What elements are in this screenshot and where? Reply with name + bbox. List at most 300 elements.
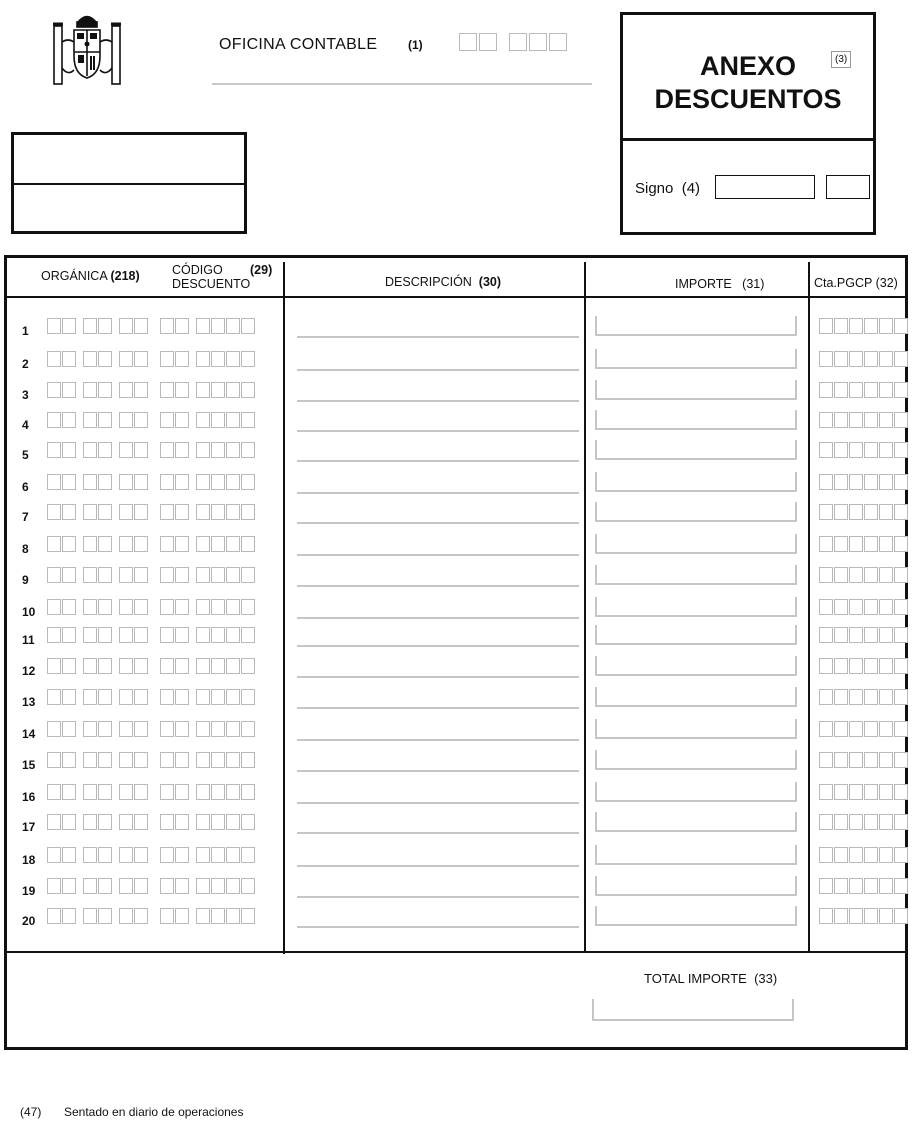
digit-box[interactable] [119, 814, 133, 830]
digit-box[interactable] [226, 658, 240, 674]
digit-box[interactable] [819, 847, 833, 863]
digit-box[interactable] [196, 752, 210, 768]
digit-box[interactable] [83, 474, 97, 490]
digit-box[interactable] [211, 599, 225, 615]
digit-box[interactable] [98, 382, 112, 398]
digit-box[interactable] [834, 351, 848, 367]
digit-box[interactable] [196, 599, 210, 615]
digit-box[interactable] [196, 878, 210, 894]
digit-box[interactable] [160, 627, 174, 643]
digit-box[interactable] [98, 721, 112, 737]
codigo-descuento-field[interactable] [160, 504, 255, 520]
digit-box[interactable] [175, 847, 189, 863]
digit-box[interactable] [849, 504, 863, 520]
organica-field[interactable] [47, 474, 148, 490]
digit-box[interactable] [879, 752, 893, 768]
digit-box[interactable] [879, 689, 893, 705]
digit-box[interactable] [119, 878, 133, 894]
digit-box[interactable] [160, 351, 174, 367]
office-code-box[interactable] [509, 33, 527, 51]
digit-box[interactable] [864, 814, 878, 830]
digit-box[interactable] [134, 847, 148, 863]
digit-box[interactable] [241, 474, 255, 490]
digit-box[interactable] [879, 351, 893, 367]
digit-box[interactable] [849, 474, 863, 490]
digit-box[interactable] [211, 567, 225, 583]
digit-box[interactable] [864, 752, 878, 768]
digit-box[interactable] [879, 878, 893, 894]
digit-box[interactable] [226, 908, 240, 924]
digit-box[interactable] [819, 536, 833, 552]
digit-box[interactable] [83, 847, 97, 863]
digit-box[interactable] [226, 627, 240, 643]
digit-box[interactable] [879, 721, 893, 737]
digit-box[interactable] [47, 599, 61, 615]
digit-box[interactable] [226, 847, 240, 863]
digit-box[interactable] [134, 721, 148, 737]
digit-box[interactable] [83, 536, 97, 552]
digit-box[interactable] [47, 658, 61, 674]
digit-box[interactable] [62, 908, 76, 924]
codigo-descuento-field[interactable] [160, 627, 255, 643]
digit-box[interactable] [62, 536, 76, 552]
cta-pgcp-field[interactable] [819, 599, 908, 615]
digit-box[interactable] [196, 536, 210, 552]
digit-box[interactable] [894, 721, 908, 737]
digit-box[interactable] [864, 658, 878, 674]
digit-box[interactable] [62, 412, 76, 428]
digit-box[interactable] [894, 567, 908, 583]
importe-field[interactable] [595, 687, 797, 707]
digit-box[interactable] [226, 504, 240, 520]
digit-box[interactable] [819, 658, 833, 674]
digit-box[interactable] [196, 721, 210, 737]
digit-box[interactable] [834, 658, 848, 674]
digit-box[interactable] [62, 814, 76, 830]
digit-box[interactable] [834, 752, 848, 768]
digit-box[interactable] [241, 351, 255, 367]
descripcion-field[interactable] [297, 707, 579, 709]
digit-box[interactable] [879, 784, 893, 800]
digit-box[interactable] [894, 382, 908, 398]
digit-box[interactable] [47, 536, 61, 552]
digit-box[interactable] [211, 442, 225, 458]
digit-box[interactable] [160, 442, 174, 458]
digit-box[interactable] [241, 658, 255, 674]
digit-box[interactable] [879, 908, 893, 924]
digit-box[interactable] [98, 474, 112, 490]
digit-box[interactable] [211, 474, 225, 490]
digit-box[interactable] [83, 318, 97, 334]
digit-box[interactable] [879, 814, 893, 830]
organica-field[interactable] [47, 784, 148, 800]
digit-box[interactable] [864, 504, 878, 520]
digit-box[interactable] [864, 442, 878, 458]
descripcion-field[interactable] [297, 739, 579, 741]
digit-box[interactable] [211, 908, 225, 924]
digit-box[interactable] [241, 721, 255, 737]
digit-box[interactable] [226, 318, 240, 334]
digit-box[interactable] [47, 908, 61, 924]
digit-box[interactable] [864, 878, 878, 894]
digit-box[interactable] [98, 658, 112, 674]
digit-box[interactable] [879, 627, 893, 643]
cta-pgcp-field[interactable] [819, 412, 908, 428]
digit-box[interactable] [894, 814, 908, 830]
digit-box[interactable] [134, 658, 148, 674]
digit-box[interactable] [47, 689, 61, 705]
digit-box[interactable] [196, 784, 210, 800]
digit-box[interactable] [849, 599, 863, 615]
organica-field[interactable] [47, 382, 148, 398]
digit-box[interactable] [196, 382, 210, 398]
digit-box[interactable] [211, 382, 225, 398]
cta-pgcp-field[interactable] [819, 784, 908, 800]
digit-box[interactable] [134, 318, 148, 334]
codigo-descuento-field[interactable] [160, 784, 255, 800]
digit-box[interactable] [134, 908, 148, 924]
digit-box[interactable] [119, 412, 133, 428]
office-code-box[interactable] [459, 33, 477, 51]
digit-box[interactable] [160, 658, 174, 674]
cta-pgcp-field[interactable] [819, 908, 908, 924]
digit-box[interactable] [83, 878, 97, 894]
digit-box[interactable] [834, 784, 848, 800]
descripcion-field[interactable] [297, 492, 579, 494]
importe-field[interactable] [595, 410, 797, 430]
digit-box[interactable] [226, 784, 240, 800]
importe-field[interactable] [595, 845, 797, 865]
digit-box[interactable] [879, 599, 893, 615]
descripcion-field[interactable] [297, 802, 579, 804]
digit-box[interactable] [819, 599, 833, 615]
descripcion-field[interactable] [297, 770, 579, 772]
importe-field[interactable] [595, 782, 797, 802]
codigo-descuento-field[interactable] [160, 442, 255, 458]
digit-box[interactable] [879, 504, 893, 520]
digit-box[interactable] [894, 784, 908, 800]
cta-pgcp-field[interactable] [819, 382, 908, 398]
digit-box[interactable] [864, 627, 878, 643]
importe-field[interactable] [595, 380, 797, 400]
organica-field[interactable] [47, 504, 148, 520]
digit-box[interactable] [119, 847, 133, 863]
digit-box[interactable] [98, 318, 112, 334]
digit-box[interactable] [62, 351, 76, 367]
digit-box[interactable] [83, 351, 97, 367]
organica-field[interactable] [47, 658, 148, 674]
digit-box[interactable] [894, 504, 908, 520]
digit-box[interactable] [134, 474, 148, 490]
digit-box[interactable] [47, 504, 61, 520]
digit-box[interactable] [819, 567, 833, 583]
digit-box[interactable] [819, 318, 833, 334]
importe-field[interactable] [595, 876, 797, 896]
codigo-descuento-field[interactable] [160, 847, 255, 863]
organica-field[interactable] [47, 567, 148, 583]
cta-pgcp-field[interactable] [819, 627, 908, 643]
digit-box[interactable] [834, 412, 848, 428]
digit-box[interactable] [241, 442, 255, 458]
descripcion-field[interactable] [297, 896, 579, 898]
digit-box[interactable] [211, 536, 225, 552]
codigo-descuento-field[interactable] [160, 689, 255, 705]
office-code-box[interactable] [549, 33, 567, 51]
digit-box[interactable] [119, 689, 133, 705]
digit-box[interactable] [134, 536, 148, 552]
importe-field[interactable] [595, 812, 797, 832]
digit-box[interactable] [160, 382, 174, 398]
digit-box[interactable] [83, 814, 97, 830]
digit-box[interactable] [62, 721, 76, 737]
codigo-descuento-field[interactable] [160, 752, 255, 768]
codigo-descuento-field[interactable] [160, 567, 255, 583]
digit-box[interactable] [98, 351, 112, 367]
digit-box[interactable] [98, 567, 112, 583]
digit-box[interactable] [834, 567, 848, 583]
office-code-box[interactable] [529, 33, 547, 51]
digit-box[interactable] [894, 318, 908, 334]
codigo-descuento-field[interactable] [160, 908, 255, 924]
digit-box[interactable] [119, 752, 133, 768]
digit-box[interactable] [894, 847, 908, 863]
descripcion-field[interactable] [297, 645, 579, 647]
digit-box[interactable] [175, 412, 189, 428]
digit-box[interactable] [849, 318, 863, 334]
digit-box[interactable] [196, 351, 210, 367]
digit-box[interactable] [134, 689, 148, 705]
digit-box[interactable] [134, 752, 148, 768]
digit-box[interactable] [864, 351, 878, 367]
digit-box[interactable] [894, 412, 908, 428]
digit-box[interactable] [160, 814, 174, 830]
digit-box[interactable] [819, 752, 833, 768]
digit-box[interactable] [819, 442, 833, 458]
digit-box[interactable] [834, 536, 848, 552]
digit-box[interactable] [134, 442, 148, 458]
digit-box[interactable] [83, 908, 97, 924]
digit-box[interactable] [211, 814, 225, 830]
codigo-descuento-field[interactable] [160, 658, 255, 674]
digit-box[interactable] [98, 536, 112, 552]
digit-box[interactable] [196, 504, 210, 520]
digit-box[interactable] [47, 567, 61, 583]
digit-box[interactable] [819, 382, 833, 398]
cta-pgcp-field[interactable] [819, 504, 908, 520]
cta-pgcp-field[interactable] [819, 474, 908, 490]
digit-box[interactable] [834, 474, 848, 490]
descripcion-field[interactable] [297, 676, 579, 678]
digit-box[interactable] [226, 442, 240, 458]
digit-box[interactable] [226, 412, 240, 428]
digit-box[interactable] [134, 567, 148, 583]
digit-box[interactable] [226, 752, 240, 768]
digit-box[interactable] [62, 504, 76, 520]
digit-box[interactable] [819, 504, 833, 520]
digit-box[interactable] [196, 847, 210, 863]
digit-box[interactable] [62, 784, 76, 800]
descripcion-field[interactable] [297, 585, 579, 587]
cta-pgcp-field[interactable] [819, 878, 908, 894]
digit-box[interactable] [119, 442, 133, 458]
codigo-descuento-field[interactable] [160, 382, 255, 398]
digit-box[interactable] [879, 382, 893, 398]
digit-box[interactable] [241, 567, 255, 583]
organica-field[interactable] [47, 599, 148, 615]
digit-box[interactable] [834, 627, 848, 643]
digit-box[interactable] [119, 784, 133, 800]
digit-box[interactable] [175, 814, 189, 830]
digit-box[interactable] [894, 658, 908, 674]
digit-box[interactable] [62, 752, 76, 768]
cta-pgcp-field[interactable] [819, 847, 908, 863]
digit-box[interactable] [175, 351, 189, 367]
cta-pgcp-field[interactable] [819, 318, 908, 334]
organica-field[interactable] [47, 627, 148, 643]
digit-box[interactable] [47, 474, 61, 490]
digit-box[interactable] [226, 536, 240, 552]
organica-field[interactable] [47, 318, 148, 334]
digit-box[interactable] [62, 658, 76, 674]
digit-box[interactable] [196, 689, 210, 705]
descripcion-field[interactable] [297, 522, 579, 524]
digit-box[interactable] [175, 599, 189, 615]
digit-box[interactable] [175, 721, 189, 737]
cta-pgcp-field[interactable] [819, 351, 908, 367]
digit-box[interactable] [196, 814, 210, 830]
digit-box[interactable] [47, 351, 61, 367]
digit-box[interactable] [83, 382, 97, 398]
digit-box[interactable] [134, 504, 148, 520]
digit-box[interactable] [47, 318, 61, 334]
codigo-descuento-field[interactable] [160, 412, 255, 428]
digit-box[interactable] [864, 567, 878, 583]
importe-field[interactable] [595, 472, 797, 492]
digit-box[interactable] [134, 412, 148, 428]
digit-box[interactable] [864, 784, 878, 800]
codigo-descuento-field[interactable] [160, 536, 255, 552]
digit-box[interactable] [849, 814, 863, 830]
digit-box[interactable] [98, 442, 112, 458]
digit-box[interactable] [196, 908, 210, 924]
digit-box[interactable] [849, 351, 863, 367]
digit-box[interactable] [894, 908, 908, 924]
cta-pgcp-field[interactable] [819, 536, 908, 552]
descripcion-field[interactable] [297, 554, 579, 556]
signo-field[interactable] [715, 175, 815, 199]
digit-box[interactable] [134, 382, 148, 398]
digit-box[interactable] [98, 752, 112, 768]
digit-box[interactable] [879, 474, 893, 490]
digit-box[interactable] [241, 752, 255, 768]
digit-box[interactable] [175, 784, 189, 800]
digit-box[interactable] [879, 567, 893, 583]
digit-box[interactable] [211, 784, 225, 800]
digit-box[interactable] [241, 504, 255, 520]
digit-box[interactable] [894, 536, 908, 552]
digit-box[interactable] [864, 536, 878, 552]
digit-box[interactable] [83, 442, 97, 458]
digit-box[interactable] [894, 752, 908, 768]
digit-box[interactable] [98, 784, 112, 800]
digit-box[interactable] [241, 908, 255, 924]
digit-box[interactable] [119, 721, 133, 737]
importe-field[interactable] [595, 597, 797, 617]
digit-box[interactable] [864, 318, 878, 334]
digit-box[interactable] [211, 658, 225, 674]
organica-field[interactable] [47, 689, 148, 705]
digit-box[interactable] [834, 318, 848, 334]
codigo-descuento-field[interactable] [160, 351, 255, 367]
digit-box[interactable] [175, 536, 189, 552]
digit-box[interactable] [83, 599, 97, 615]
digit-box[interactable] [98, 599, 112, 615]
descripcion-field[interactable] [297, 430, 579, 432]
digit-box[interactable] [47, 814, 61, 830]
digit-box[interactable] [849, 721, 863, 737]
office-code-field[interactable] [459, 33, 567, 51]
digit-box[interactable] [160, 318, 174, 334]
importe-field[interactable] [595, 349, 797, 369]
digit-box[interactable] [175, 908, 189, 924]
digit-box[interactable] [879, 847, 893, 863]
importe-field[interactable] [595, 502, 797, 522]
digit-box[interactable] [849, 908, 863, 924]
digit-box[interactable] [879, 536, 893, 552]
digit-box[interactable] [98, 847, 112, 863]
organica-field[interactable] [47, 536, 148, 552]
digit-box[interactable] [894, 442, 908, 458]
digit-box[interactable] [849, 658, 863, 674]
digit-box[interactable] [226, 878, 240, 894]
digit-box[interactable] [119, 382, 133, 398]
digit-box[interactable] [98, 504, 112, 520]
digit-box[interactable] [211, 504, 225, 520]
codigo-descuento-field[interactable] [160, 599, 255, 615]
digit-box[interactable] [160, 847, 174, 863]
digit-box[interactable] [47, 752, 61, 768]
digit-box[interactable] [83, 504, 97, 520]
descripcion-field[interactable] [297, 865, 579, 867]
digit-box[interactable] [83, 752, 97, 768]
digit-box[interactable] [134, 878, 148, 894]
descripcion-field[interactable] [297, 400, 579, 402]
digit-box[interactable] [62, 318, 76, 334]
digit-box[interactable] [226, 814, 240, 830]
digit-box[interactable] [62, 442, 76, 458]
digit-box[interactable] [62, 474, 76, 490]
digit-box[interactable] [211, 847, 225, 863]
organica-field[interactable] [47, 908, 148, 924]
office-code-box[interactable] [479, 33, 497, 51]
digit-box[interactable] [62, 847, 76, 863]
digit-box[interactable] [175, 474, 189, 490]
importe-field[interactable] [595, 440, 797, 460]
digit-box[interactable] [864, 908, 878, 924]
codigo-descuento-field[interactable] [160, 814, 255, 830]
digit-box[interactable] [119, 474, 133, 490]
organica-field[interactable] [47, 847, 148, 863]
digit-box[interactable] [47, 847, 61, 863]
digit-box[interactable] [849, 627, 863, 643]
organica-field[interactable] [47, 814, 148, 830]
cta-pgcp-field[interactable] [819, 814, 908, 830]
digit-box[interactable] [864, 382, 878, 398]
digit-box[interactable] [241, 382, 255, 398]
digit-box[interactable] [83, 721, 97, 737]
digit-box[interactable] [241, 784, 255, 800]
importe-field[interactable] [595, 906, 797, 926]
